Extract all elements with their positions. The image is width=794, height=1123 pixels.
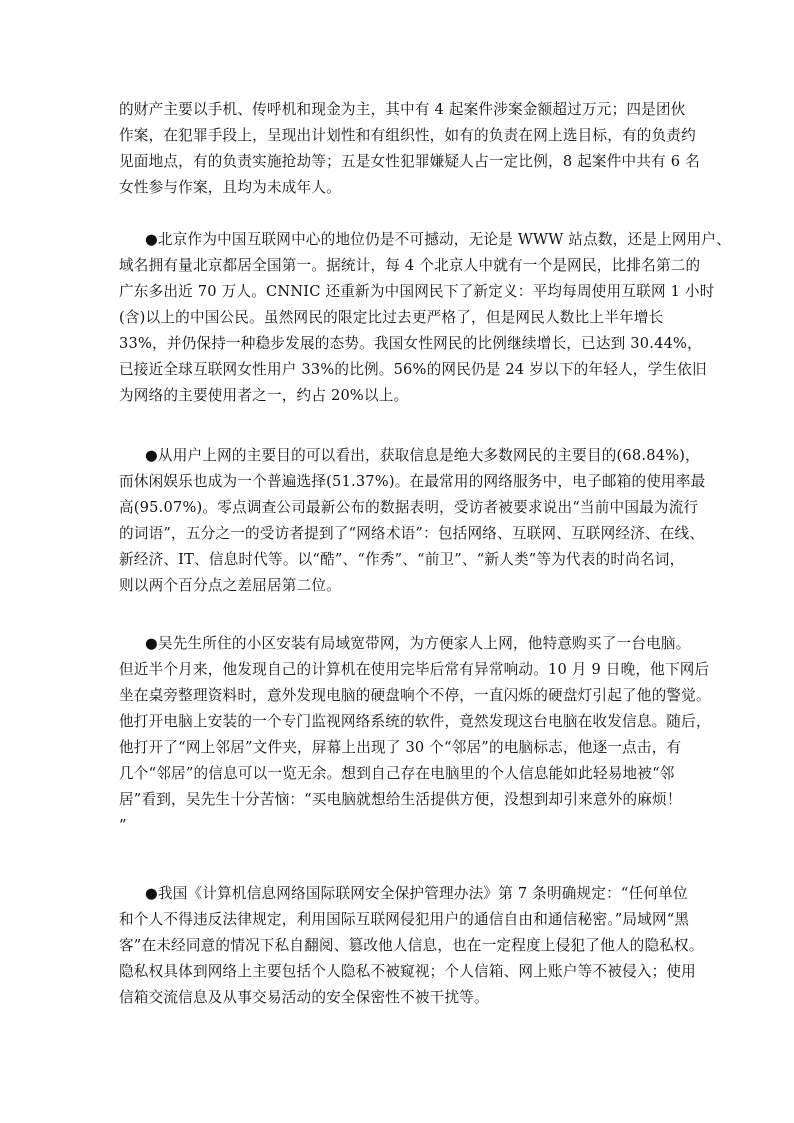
text-line: 高(95.07%)。零点调查公司最新公布的数据表明，受访者被要求说出“当前中国最为流行 — [119, 499, 699, 516]
text-line: 为网络的主要使用者之一，约占 20%以上。 — [119, 387, 409, 404]
text-line: ●吴先生所住的小区安装有局域宽带网，为方便家人上网，他特意购买了一台电脑。 — [145, 635, 691, 652]
text-line: 他打开了“网上邻居”文件夹，屏幕上出现了 30 个“邻居”的电脑标志，他逐一点击，有 — [119, 739, 682, 756]
text-line: 33%，并仍保持一种稳步发展的态势。我国女性网民的比例继续增长，已达到 30.44%， — [119, 335, 702, 352]
text-line: 的词语”，五分之一的受访者提到了“网络术语”：包括网络、互联网、互联网经济、在线、 — [119, 525, 705, 542]
text-line: 坐在桌旁整理资料时，意外发现电脑的硬盘响个不停，一直闪烁的硬盘灯引起了他的警觉。 — [119, 687, 711, 704]
text-line: 已接近全球互联网女性用户 33%的比例。56%的网民仍是 24 岁以下的年轻人，学生依旧 — [119, 361, 707, 378]
text-line: ” — [119, 817, 127, 834]
text-line: 而休闲娱乐也成为一个普遍选择(51.37%)。在最常用的网络服务中，电子邮箱的使用率最 — [119, 473, 706, 490]
text-line: 广东多出近 70 万人。CNNIC 还重新为中国网民下了新定义：平均每周使用互联网 1 小时 — [119, 283, 715, 300]
text-line: 几个“邻居”的信息可以一览无余。想到自己存在电脑里的个人信息能如此轻易地被“邻 — [119, 765, 675, 782]
text-line: 的财产主要以手机、传呼机和现金为主，其中有 4 起案件涉案金额超过万元；四是团伙 — [119, 101, 686, 118]
text-line: 新经济、IT、信息时代等。以“酷”、“作秀”、“前卫”、“新人类”等为代表的时尚名词， — [119, 551, 685, 568]
text-line: 见面地点，有的负责实施抢劫等；五是女性犯罪嫌疑人占一定比例，8 起案件中共有 6 名 — [119, 153, 700, 170]
text-line: 作案，在犯罪手段上，呈现出计划性和有组织性，如有的负责在网上选目标，有的负责约 — [119, 127, 696, 144]
text-line: 居”看到，吴先生十分苦恼：“买电脑就想给生活提供方便，没想到却引来意外的麻烦！ — [119, 791, 682, 808]
text-line: 女性参与作案，且均为未成年人。 — [119, 179, 341, 196]
text-line: 和个人不得违反法律规定，利用国际互联网侵犯用户的通信自由和通信秘密。”局域网“黑 — [119, 911, 690, 928]
text-line: 隐私权具体到网络上主要包括个人隐私不被窥视；个人信箱、网上账户等不被侵入；使用 — [119, 963, 696, 980]
text-line: ●北京作为中国互联网中心的地位仍是不可撼动，无论是 WWW 站点数，还是上网用户、 — [145, 231, 731, 248]
text-line: 则以两个百分点之差屈居第二位。 — [119, 577, 341, 594]
text-line: ●从用户上网的主要目的可以看出，获取信息是绝大多数网民的主要目的(68.84%)， — [145, 447, 700, 464]
text-line: ●我国《计算机信息网络国际联网安全保护管理办法》第 7 条明确规定：“任何单位 — [145, 885, 688, 902]
text-line: 他打开电脑上安装的一个专门监视网络系统的软件，竟然发现这台电脑在收发信息。随后， — [119, 713, 711, 730]
text-line: 信箱交流信息及从事交易活动的安全保密性不被干扰等。 — [119, 989, 489, 1006]
text-line: 域名拥有量北京都居全国第一。据统计，每 4 个北京人中就有一个是网民，比排名第二的 — [119, 257, 701, 274]
text-line: (含)以上的中国公民。虽然网民的限定比过去更严格了，但是网民人数比上半年增长 — [119, 309, 664, 326]
text-line: 但近半个月来，他发现自己的计算机在使用完毕后常有异常响动。10 月 9 日晚，他下网后 — [119, 661, 710, 678]
text-line: 客”在未经同意的情况下私自翻阅、篡改他人信息，也在一定程度上侵犯了他人的隐私权。 — [119, 937, 704, 954]
